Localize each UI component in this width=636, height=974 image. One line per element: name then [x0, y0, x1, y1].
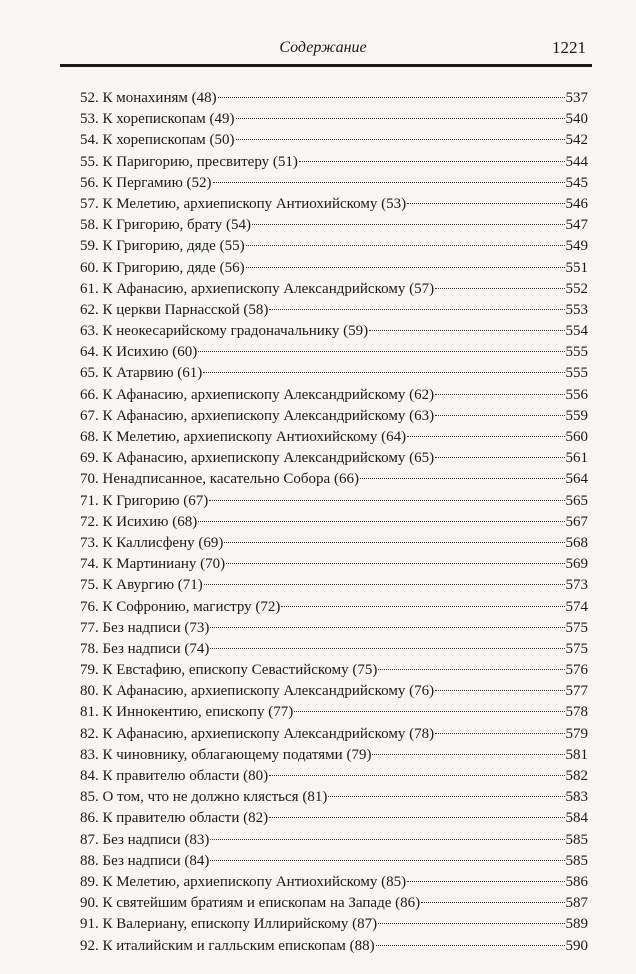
toc-entry-title: 70. Ненадписанное, касательно Собора (66)	[80, 471, 359, 488]
toc-entry	[80, 575, 588, 596]
dot-leader	[372, 754, 564, 755]
toc-entry	[80, 130, 588, 151]
toc-entry-title: 69. К Афанасию, архиепископу Александрийскому (65)	[80, 450, 435, 467]
toc-entry-page: 564	[565, 471, 588, 488]
toc-entry	[80, 936, 588, 957]
toc-entry-page: 587	[565, 895, 588, 912]
toc-entry	[80, 618, 588, 639]
dot-leader	[213, 182, 565, 183]
dot-leader	[252, 224, 564, 225]
dot-leader	[407, 203, 564, 204]
dot-leader	[246, 245, 565, 246]
toc-entry-page: 576	[565, 662, 588, 679]
toc-entry	[80, 745, 588, 766]
dot-leader	[204, 584, 565, 585]
toc-entry	[80, 215, 588, 236]
toc-entry-title: 65. К Атарвию (61)	[80, 365, 203, 382]
toc-entry	[80, 406, 588, 427]
toc-entry-title: 92. К италийским и галльским епископам (88)	[80, 937, 375, 954]
dot-leader	[269, 775, 564, 776]
toc-entry-title: 77. Без надписи (73)	[80, 619, 210, 636]
toc-entry-page: 590	[565, 937, 588, 954]
toc-entry	[80, 872, 588, 893]
toc-entry-title: 52. К монахиням (48)	[80, 90, 217, 106]
toc-entry	[80, 88, 588, 109]
toc-entry	[80, 321, 588, 342]
toc-entry	[80, 554, 588, 575]
toc-entry-title: 60. К Григорию, дяде (56)	[80, 259, 245, 276]
toc-entry-page: 554	[565, 323, 588, 340]
toc-entry-title: 74. К Мартиниану (70)	[80, 556, 226, 573]
toc-entry	[80, 597, 588, 618]
toc-entry	[80, 787, 588, 808]
toc-entry-title: 76. К Софронию, магистру (72)	[80, 598, 281, 615]
dot-leader	[269, 309, 564, 310]
toc-entry-page: 577	[565, 683, 588, 700]
toc-entry-title: 57. К Мелетию, архиепископу Антиохийскому (53)	[80, 195, 407, 212]
toc-entry	[80, 173, 588, 194]
toc-entry-title: 62. К церкви Парнасской (58)	[80, 301, 269, 318]
toc-entry-title: 81. К Иннокентию, епископу (77)	[80, 704, 294, 721]
toc-entry-page: 546	[565, 195, 588, 212]
toc-entry	[80, 258, 588, 279]
toc-entry-title: 79. К Евстафию, епископу Севастийскому (75)	[80, 662, 378, 679]
toc-entry-title: 91. К Валериану, епископу Иллирийскому (87)	[80, 916, 378, 933]
dot-leader	[360, 478, 565, 479]
toc-entry	[80, 194, 588, 215]
dot-leader	[209, 500, 564, 501]
toc-entry-title: 85. О том, что не должно клясться (81)	[80, 789, 328, 806]
toc-entry-page: 565	[565, 492, 588, 509]
dot-leader	[218, 97, 565, 98]
dot-leader	[435, 394, 564, 395]
toc-entry	[80, 279, 588, 300]
dot-leader	[210, 648, 564, 649]
dot-leader	[421, 902, 564, 903]
dot-leader	[224, 542, 564, 543]
toc-entry	[80, 448, 588, 469]
toc-entry	[80, 342, 588, 363]
toc-entry-page: 555	[565, 365, 588, 382]
toc-entry-title: 59. К Григорию, дяде (55)	[80, 238, 245, 255]
toc-entry	[80, 681, 588, 702]
toc-entry	[80, 830, 588, 851]
toc-entry-page: 589	[565, 916, 588, 933]
dot-leader	[369, 330, 564, 331]
toc-entry	[80, 702, 588, 723]
toc-entry-title: 90. К святейшим братиям и епископам на Западе (86)	[80, 895, 421, 912]
toc-entry	[80, 533, 588, 554]
toc-entry-page: 585	[565, 852, 588, 869]
toc-entry-page: 537	[565, 90, 588, 106]
toc-entry	[80, 914, 588, 935]
toc-entry	[80, 385, 588, 406]
toc-entry-page: 542	[565, 132, 588, 149]
toc-entry-title: 68. К Мелетию, архиепископу Антиохийскому (64)	[80, 429, 407, 445]
toc-entry-page: 552	[565, 280, 588, 297]
toc-entry-page: 567	[565, 513, 588, 530]
dot-leader	[203, 372, 564, 373]
toc-entry-title: 82. К Афанасию, архиепископу Александрийскому (78)	[80, 725, 435, 742]
toc-entry-title: 53. К хорепископам (49)	[80, 111, 235, 128]
toc-entry	[80, 491, 588, 512]
toc-entry-title: 84. К правителю области (80)	[80, 768, 269, 784]
dot-leader	[378, 669, 564, 670]
dot-leader	[378, 923, 564, 924]
toc-entry	[80, 766, 588, 787]
toc-entry-title: 66. К Афанасию, архиепископу Александрийскому (62)	[80, 386, 435, 403]
page-number: 1221	[552, 38, 586, 57]
toc-entry-page: 549	[565, 238, 588, 255]
dot-leader	[435, 733, 564, 734]
toc-entry-title: 56. К Пергамию (52)	[80, 174, 212, 191]
toc-entry-title: 71. К Григорию (67)	[80, 492, 209, 509]
toc-entry	[80, 236, 588, 257]
dot-leader	[210, 627, 564, 628]
page-header	[60, 36, 586, 60]
toc-entry-page: 581	[565, 746, 588, 763]
toc-entry	[80, 724, 588, 745]
toc-entry-title: 75. К Авургию (71)	[80, 577, 203, 594]
toc-entry-title: 89. К Мелетию, архиепископу Антиохийскому (85)	[80, 873, 407, 890]
toc-entry-title: 61. К Афанасию, архиепископу Александрийскому (57)	[80, 280, 435, 297]
dot-leader	[198, 351, 564, 352]
toc-entry	[80, 660, 588, 681]
toc-entry-page: 556	[565, 386, 588, 403]
dot-leader	[299, 161, 565, 162]
toc-entry-title: 88. Без надписи (84)	[80, 852, 210, 869]
toc-entry-title: 86. К правителю области (82)	[80, 810, 269, 827]
dot-leader	[210, 860, 564, 861]
toc-entry-page: 568	[565, 534, 588, 551]
toc-entry-page: 555	[565, 344, 588, 361]
toc-entry	[80, 512, 588, 533]
toc-entry	[80, 469, 588, 490]
running-title: Содержание	[279, 39, 367, 56]
toc-entry	[80, 427, 588, 448]
toc-entry-title: 54. К хорепископам (50)	[80, 132, 235, 149]
toc-entry-page: 559	[565, 407, 588, 424]
toc-entry-page: 561	[565, 450, 588, 467]
toc-entry-page: 544	[565, 153, 588, 170]
toc-entry-page: 574	[565, 598, 588, 615]
toc-entry-page: 547	[565, 217, 588, 234]
toc-entry-title: 87. Без надписи (83)	[80, 831, 210, 848]
dot-leader	[236, 139, 565, 140]
dot-leader	[226, 563, 564, 564]
dot-leader	[328, 796, 564, 797]
toc-entry	[80, 152, 588, 173]
toc-entry-page: 579	[565, 725, 588, 742]
dot-leader	[198, 521, 564, 522]
toc-entry-title: 80. К Афанасию, архиепископу Александрийскому (76)	[80, 683, 435, 700]
toc-entry-page: 573	[565, 577, 588, 594]
dot-leader	[435, 415, 564, 416]
toc-entry	[80, 893, 588, 914]
toc-entry-page: 583	[565, 789, 588, 806]
dot-leader	[376, 945, 565, 946]
toc-entry-page: 575	[565, 619, 588, 636]
toc-entry-page: 578	[565, 704, 588, 721]
toc-entry-page: 582	[565, 768, 588, 784]
toc-entry-page: 584	[565, 810, 588, 827]
toc-entry-title: 67. К Афанасию, архиепископу Александрийскому (63)	[80, 407, 435, 424]
toc-entry	[80, 300, 588, 321]
dot-leader	[281, 606, 564, 607]
toc-entry-title: 83. К чиновнику, облагающему податями (79)	[80, 746, 372, 763]
toc-entry-page: 585	[565, 831, 588, 848]
dot-leader	[294, 711, 564, 712]
toc-entry	[80, 363, 588, 384]
dot-leader	[246, 267, 565, 268]
dot-leader	[435, 690, 564, 691]
toc-entry	[80, 808, 588, 829]
toc-entry-page: 553	[565, 301, 588, 318]
dot-leader	[435, 457, 564, 458]
table-of-contents	[80, 88, 588, 957]
toc-entry-title: 78. Без надписи (74)	[80, 640, 210, 657]
toc-entry-title: 58. К Григорию, брату (54)	[80, 217, 252, 234]
toc-entry-title: 63. К неокесарийскому градоначальнику (59)	[80, 323, 369, 340]
toc-entry	[80, 109, 588, 130]
dot-leader	[236, 118, 565, 119]
dot-leader	[269, 817, 564, 818]
dot-leader	[435, 288, 564, 289]
toc-entry-page: 569	[565, 556, 588, 573]
dot-leader	[407, 436, 564, 437]
toc-entry-page: 545	[565, 174, 588, 191]
dot-leader	[407, 881, 564, 882]
toc-entry	[80, 851, 588, 872]
toc-entry-title: 72. К Исихию (68)	[80, 513, 198, 530]
toc-entry	[80, 639, 588, 660]
toc-entry-page: 586	[565, 873, 588, 890]
dot-leader	[210, 839, 564, 840]
toc-entry-title: 64. К Исихию (60)	[80, 344, 198, 361]
toc-entry-page: 540	[565, 111, 588, 128]
toc-entry-page: 560	[565, 429, 588, 445]
toc-entry-title: 73. К Каллисфену (69)	[80, 534, 224, 551]
toc-entry-page: 575	[565, 640, 588, 657]
toc-entry-page: 551	[565, 259, 588, 276]
toc-entry-title: 55. К Паригорию, пресвитеру (51)	[80, 153, 298, 170]
header-rule	[60, 64, 592, 67]
